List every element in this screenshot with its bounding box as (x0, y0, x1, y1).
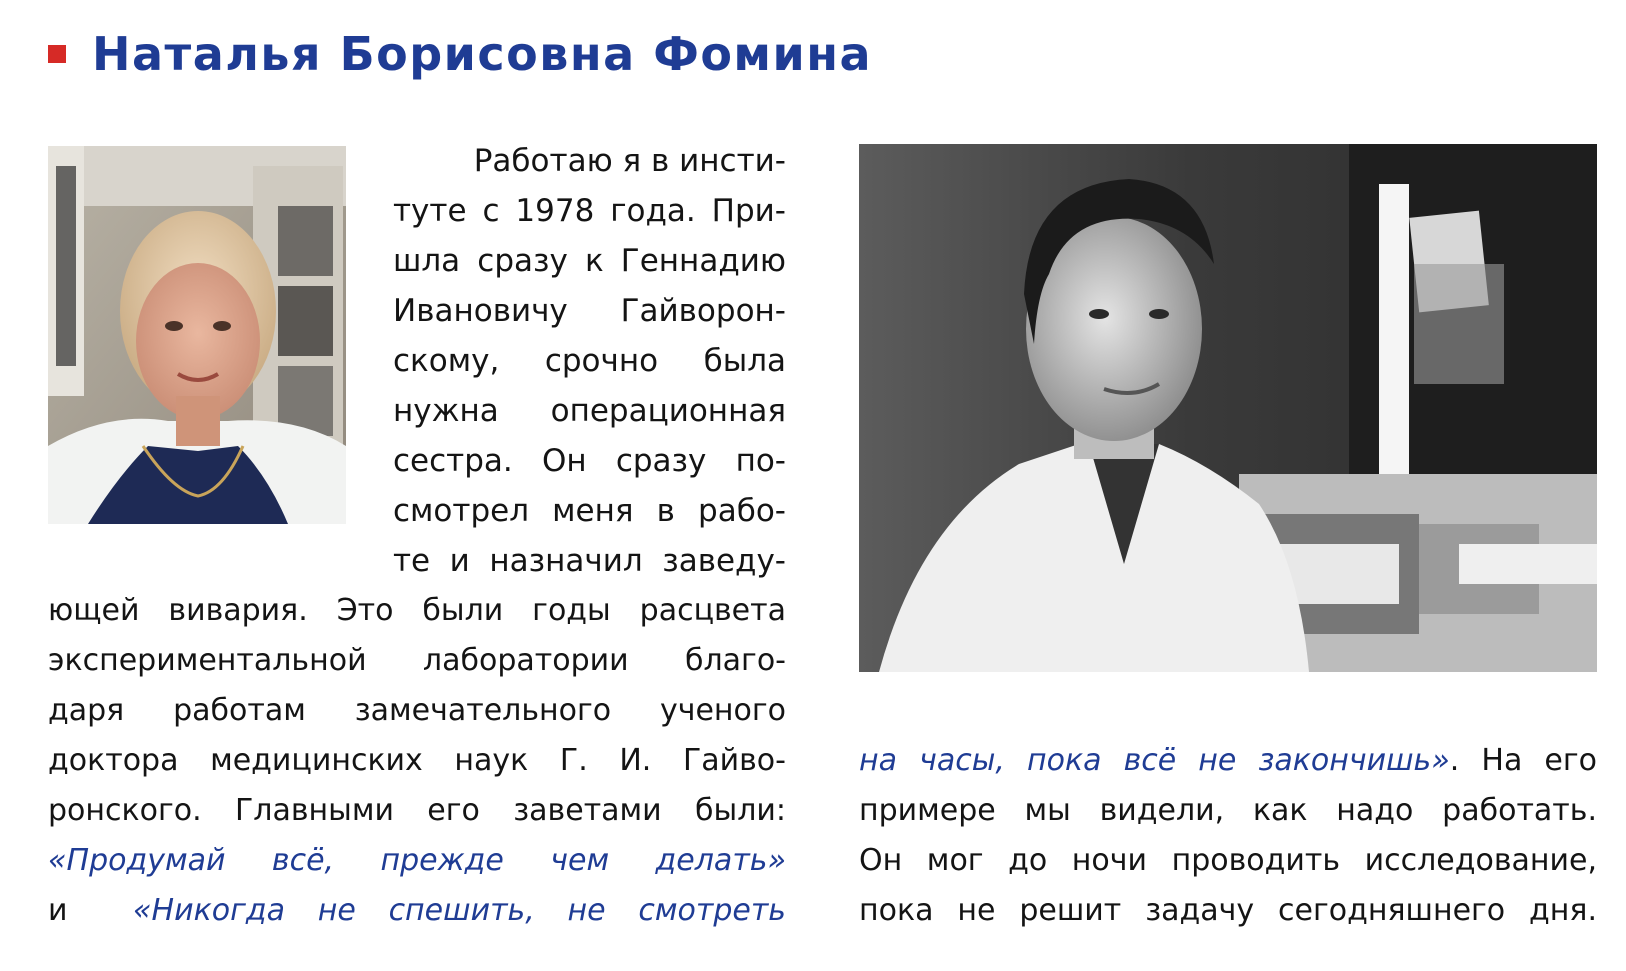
quote-continuation-line (859, 736, 1597, 786)
heading (48, 24, 872, 84)
text-line: нужна операционная (393, 393, 786, 429)
text-line: экспериментальной лаборатории благо- (48, 643, 786, 678)
text-line: туте с 1978 года. При- (393, 193, 786, 229)
text-line: сестра. Он сразу по- (393, 443, 786, 479)
text-line: те и назначил заведу- (393, 543, 786, 579)
portrait-photo-color-icon (48, 146, 346, 524)
body-text-narrow (393, 136, 786, 586)
text-line: Работаю я в инсти- (473, 143, 786, 179)
text-line: даря работам замечательного ученого (48, 693, 786, 728)
text-line: смотрел меня в рабо- (393, 493, 786, 529)
text-line: Ивановичу Гайворон- (393, 293, 786, 329)
quote-fragment: «Никогда не спешить, не смотреть (133, 893, 786, 928)
body-text-right (859, 736, 1597, 936)
quote-line: «Продумай всё, прежде чем делать» (48, 843, 786, 878)
text-line: ронского. Главными его заветами были: (48, 793, 786, 828)
portrait-photo-bw-icon (859, 144, 1597, 672)
text-line: пока не решит задачу сегодняшнего дня. (859, 893, 1597, 928)
text-line: скому, срочно была (393, 343, 786, 379)
title-marker (48, 45, 66, 63)
conjunction: и (48, 893, 68, 928)
text-line: шла сразу к Геннадию (393, 243, 786, 279)
text-fragment: . На его (1449, 743, 1597, 778)
text-line: примере мы видели, как надо работать. (859, 793, 1597, 828)
text-line: доктора медицинских наук Г. И. Гайво- (48, 743, 786, 778)
body-text-wide (48, 586, 786, 936)
portrait-photo-bw (859, 144, 1597, 672)
quote-fragment: на часы, пока всё не закончишь» (859, 743, 1450, 778)
page-title: Наталья Борисовна Фомина (92, 27, 873, 81)
text-line: ющей вивария. Это были годы расцвета (48, 593, 786, 628)
quote-line-with-conjunction (48, 886, 786, 936)
text-line: Он мог до ночи проводить исследование, (859, 843, 1597, 878)
portrait-photo-color (48, 146, 346, 524)
